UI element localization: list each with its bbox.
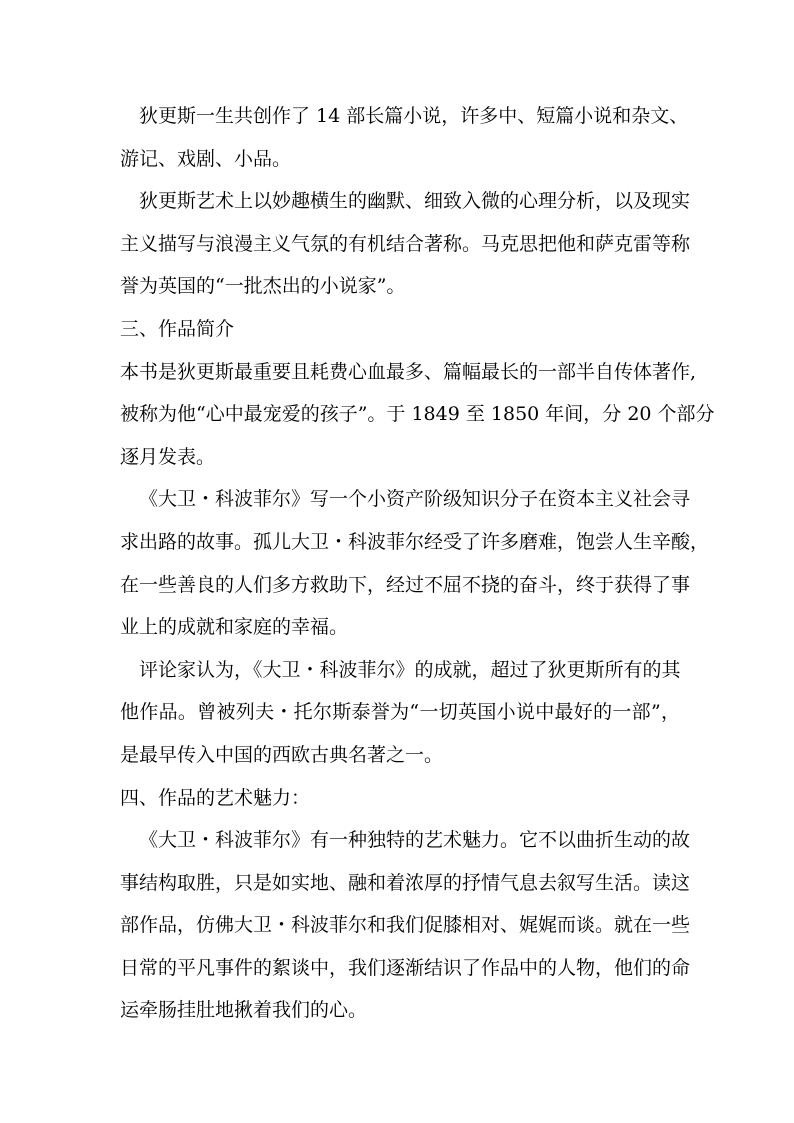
line-text: 狄更斯一生共创作了 14 部长篇小说，许多中、短篇小说和杂文、 <box>139 105 689 127</box>
line-text: 誉为英国的“一批杰出的小说家”。 <box>120 275 406 298</box>
text-line <box>120 947 691 990</box>
line-text: 《大卫・科波菲尔》有一种独特的艺术魅力。它不以曲折生动的故 <box>139 829 691 852</box>
text-line <box>120 691 680 734</box>
line-text: 评论家认为，《大卫・科波菲尔》的成就，超过了狄更斯所有的其 <box>139 658 681 681</box>
text-line <box>120 862 691 905</box>
heading-text: 三、作品简介 <box>120 317 235 340</box>
line-text: 业上的成就和家庭的幸福。 <box>120 616 349 639</box>
line-text: 本书是狄更斯最重要且耗费心血最多、篇幅最长的一部半自传体著作, <box>120 360 697 383</box>
text-line <box>120 478 691 521</box>
text-line <box>120 606 680 649</box>
heading-text: 四、作品的艺术魅力： <box>120 786 311 809</box>
line-text: 求出路的故事。孤儿大卫・科波菲尔经受了许多磨难，饱尝人生辛酸， <box>120 530 710 553</box>
line-text: 主义描写与浪漫主义气氛的有机结合著称。马克思把他和萨克雷等称 <box>120 232 691 255</box>
line-text: 日常的平凡事件的絮谈中，我们逐渐结识了作品中的人物，他们的命 <box>120 956 691 979</box>
document-body <box>120 95 715 1032</box>
section-heading <box>120 308 680 351</box>
text-line <box>120 180 691 223</box>
text-line <box>120 989 680 1032</box>
text-line <box>120 436 680 479</box>
line-text: 在一些善良的人们多方救助下，经过不屈不挠的奋斗，终于获得了事 <box>120 573 691 596</box>
line-text: 部作品，仿佛大卫・科波菲尔和我们促膝相对、娓娓而谈。就在一些 <box>120 914 691 937</box>
text-line <box>120 564 691 607</box>
text-line <box>120 904 691 947</box>
text-line <box>120 138 680 181</box>
text-line <box>120 95 689 138</box>
text-line <box>120 351 697 394</box>
line-text: 他作品。曾被列夫・托尔斯泰誉为“一切英国小说中最好的一部”， <box>120 701 680 724</box>
line-text: 事结构取胜，只是如实地、融和着浓厚的抒情气息去叙写生活。读这 <box>120 871 691 894</box>
text-line <box>120 265 680 308</box>
line-text: 逐月发表。 <box>120 445 216 468</box>
text-line <box>120 734 680 777</box>
line-text: 游记、戏剧、小品。 <box>120 147 292 170</box>
section-heading <box>120 777 680 820</box>
line-text: 运牵肠挂肚地揪着我们的心。 <box>120 999 368 1022</box>
line-text: 是最早传入中国的西欧古典名著之一。 <box>120 743 444 766</box>
text-line <box>120 819 691 862</box>
line-text: 《大卫・科波菲尔》写一个小资产阶级知识分子在资本主义社会寻 <box>139 488 691 511</box>
line-text: 被称为他“心中最宠爱的孩子”。于 1849 至 1850 年间，分 20 个部分 <box>120 403 715 426</box>
text-line <box>120 521 710 564</box>
text-line <box>120 223 691 266</box>
text-line <box>120 649 680 692</box>
line-text: 狄更斯艺术上以妙趣横生的幽默、细致入微的心理分析，以及现实 <box>139 190 691 213</box>
text-line <box>120 393 715 436</box>
